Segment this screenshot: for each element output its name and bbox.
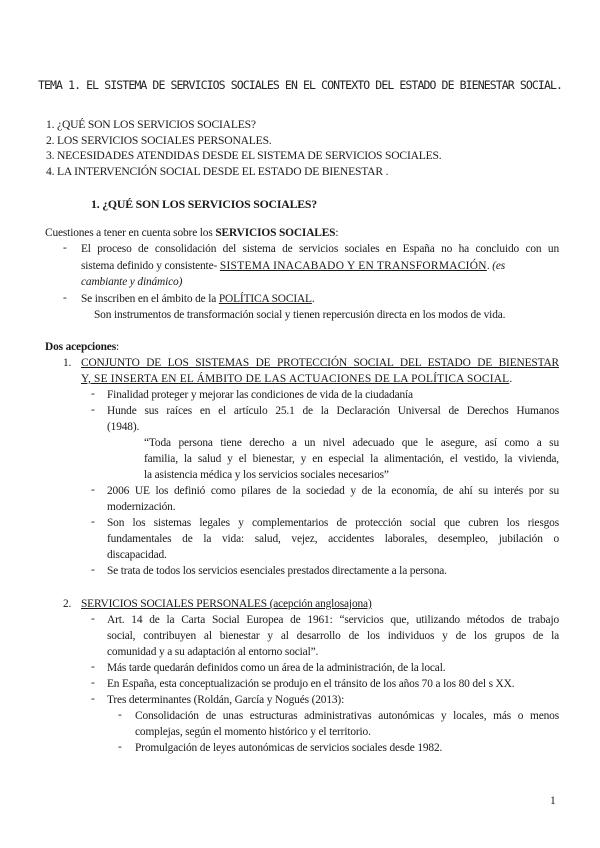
bullet-dash: - [91,693,95,705]
bullet-text: social, contribuyen al bienestar y al desarrollo de los individuos y de los grupos de la [107,630,559,642]
underlined-text: SERVICIOS SOCIALES PERSONALES (acepción anglosajona) [81,598,372,610]
bullet-text: discapacidad. [107,549,167,561]
underlined-text: CONJUNTO DE LOS SISTEMAS DE PROTECCIÓN SOCIAL DEL ESTADO DE BIENESTAR [81,357,559,369]
list-number: 2. [63,598,72,610]
text: . [486,260,493,272]
underlined-text: POLÍTICA SOCIAL [218,293,312,305]
page-number: 1 [550,795,556,807]
table-of-contents [46,117,442,179]
sub-bullet-text: Promulgación de leyes autonómicas de servicios sociales desde 1982. [135,742,443,754]
bullet-text: En España, esta conceptualización se produjo en el tránsito de los años 70 a los 80 del s XX. [107,678,515,690]
bullet-text: Art. 14 de la Carta Social Europea de 1961: “servicios que, utilizando métodos de trabajo [107,614,559,626]
quote-text: “Toda persona tiene derecho a un nivel adecuado que le asegure, así como a su [144,437,559,449]
bullet-dash: - [91,404,95,416]
bullet-dash: - [63,242,67,254]
bullet-text: Se trata de todos los servicios esenciales prestados directamente a la persona. [107,565,447,577]
italic-text: (es [492,260,506,272]
underlined-text: Y, SE INSERTA EN EL ÁMBITO DE LAS ACTUACIONES DE LA POLÍTICA SOCIAL [81,373,510,385]
intro-text: Cuestiones a tener en cuenta sobre los [45,227,216,239]
bullet-dash: - [91,613,95,625]
sub-bullet-text: Consolidación de unas estructuras administrativas autonómicas y locales, más o menos [135,710,559,722]
underlined-line [81,372,512,387]
sub-bullet-text: complejas, según el momento histórico y el territorio. [135,726,371,738]
text: : [115,341,119,353]
sub-bullet-dash: - [118,709,122,721]
bullet-text [81,259,505,274]
toc-item: 2. LOS SERVICIOS SOCIALES PERSONALES. [46,133,272,147]
bullet-dash: - [91,484,95,496]
bullet-text: Finalidad proteger y mejorar las condiciones de vida de la ciudadanía [107,389,413,401]
bullet-dash: - [91,388,95,400]
text: . [311,293,315,305]
bullet-text: cambiante y dinámico) [81,276,183,288]
bullet-text: (1948). [107,421,140,433]
quote-text: la asistencia médica y los servicios sociales necesarios” [144,469,389,481]
bullet-dash: - [91,661,95,673]
list-number: 1. [63,357,72,369]
bold-text: Dos acepciones [45,341,116,353]
intro-end: : [335,227,339,239]
bullet-text: modernización. [107,501,176,513]
bullet-dash: - [91,677,95,689]
bullet-dash: - [91,564,95,576]
bullet-text [81,292,315,307]
section-heading: 1. ¿QUÉ SON LOS SERVICIOS SOCIALES? [91,197,317,211]
toc-item: 4. LA INTERVENCIÓN SOCIAL DESDE EL ESTADO DE BIENESTAR . [46,164,389,178]
bullet-dash: - [91,516,95,528]
bullet-text: 2006 UE los definió como pilares de la sociedad y de la economía, de ahí su interés por su [107,485,559,497]
bullet-text: Tres determinantes (Roldán, García y Nogués (2013): [107,694,345,706]
bullet-text: Son los sistemas legales y complementarios de protección social que cubren los riesgos [107,517,559,529]
bullet-text: Más tarde quedarán definidos como un área de la administración, de la local. [107,662,446,674]
quote-text: familia, la salud y el bienestar, y en especial la alimentación, el vestido, la vivienda, [144,453,559,465]
sub-bullet-dash: - [118,741,122,753]
text: Se inscriben en el ámbito de la [81,293,219,305]
toc-item: 1. ¿QUÉ SON LOS SERVICIOS SOCIALES? [46,118,256,131]
bullet-text: comunidad y a su adaptación al entorno social”. [107,646,319,658]
bullet-text: El proceso de consolidación del sistema de servicios sociales en España no ha concluido con un [81,243,559,255]
acepciones-heading [45,340,119,355]
bullet-dash: - [63,292,67,304]
text: sistema definido y consistente- [81,260,220,272]
page-title: TEMA 1. EL SISTEMA DE SERVICIOS SOCIALES EN EL CONTEXTO DEL ESTADO DE BIENESTAR SOCIAL. [37,78,563,92]
indented-text: Son instrumentos de transformación social y tienen repercusión directa en los modos de vida. [94,309,506,321]
cuestiones-intro [45,226,338,241]
toc-item: 3. NECESIDADES ATENDIDAS DESDE EL SISTEMA DE SERVICIOS SOCIALES. [46,149,442,162]
bullet-text: Hunde sus raíces en el artículo 25.1 de la Declaración Universal de Derechos Humanos [107,405,559,417]
bullet-text: fundamentales de la vida: salud, vejez, accidentes laborales, desempleo, jubilación o [107,533,559,545]
text: . [509,373,513,385]
intro-bold: SERVICIOS SOCIALES [215,227,336,239]
underlined-text: SISTEMA INACABADO Y EN TRANSFORMACIÓN [219,260,487,272]
